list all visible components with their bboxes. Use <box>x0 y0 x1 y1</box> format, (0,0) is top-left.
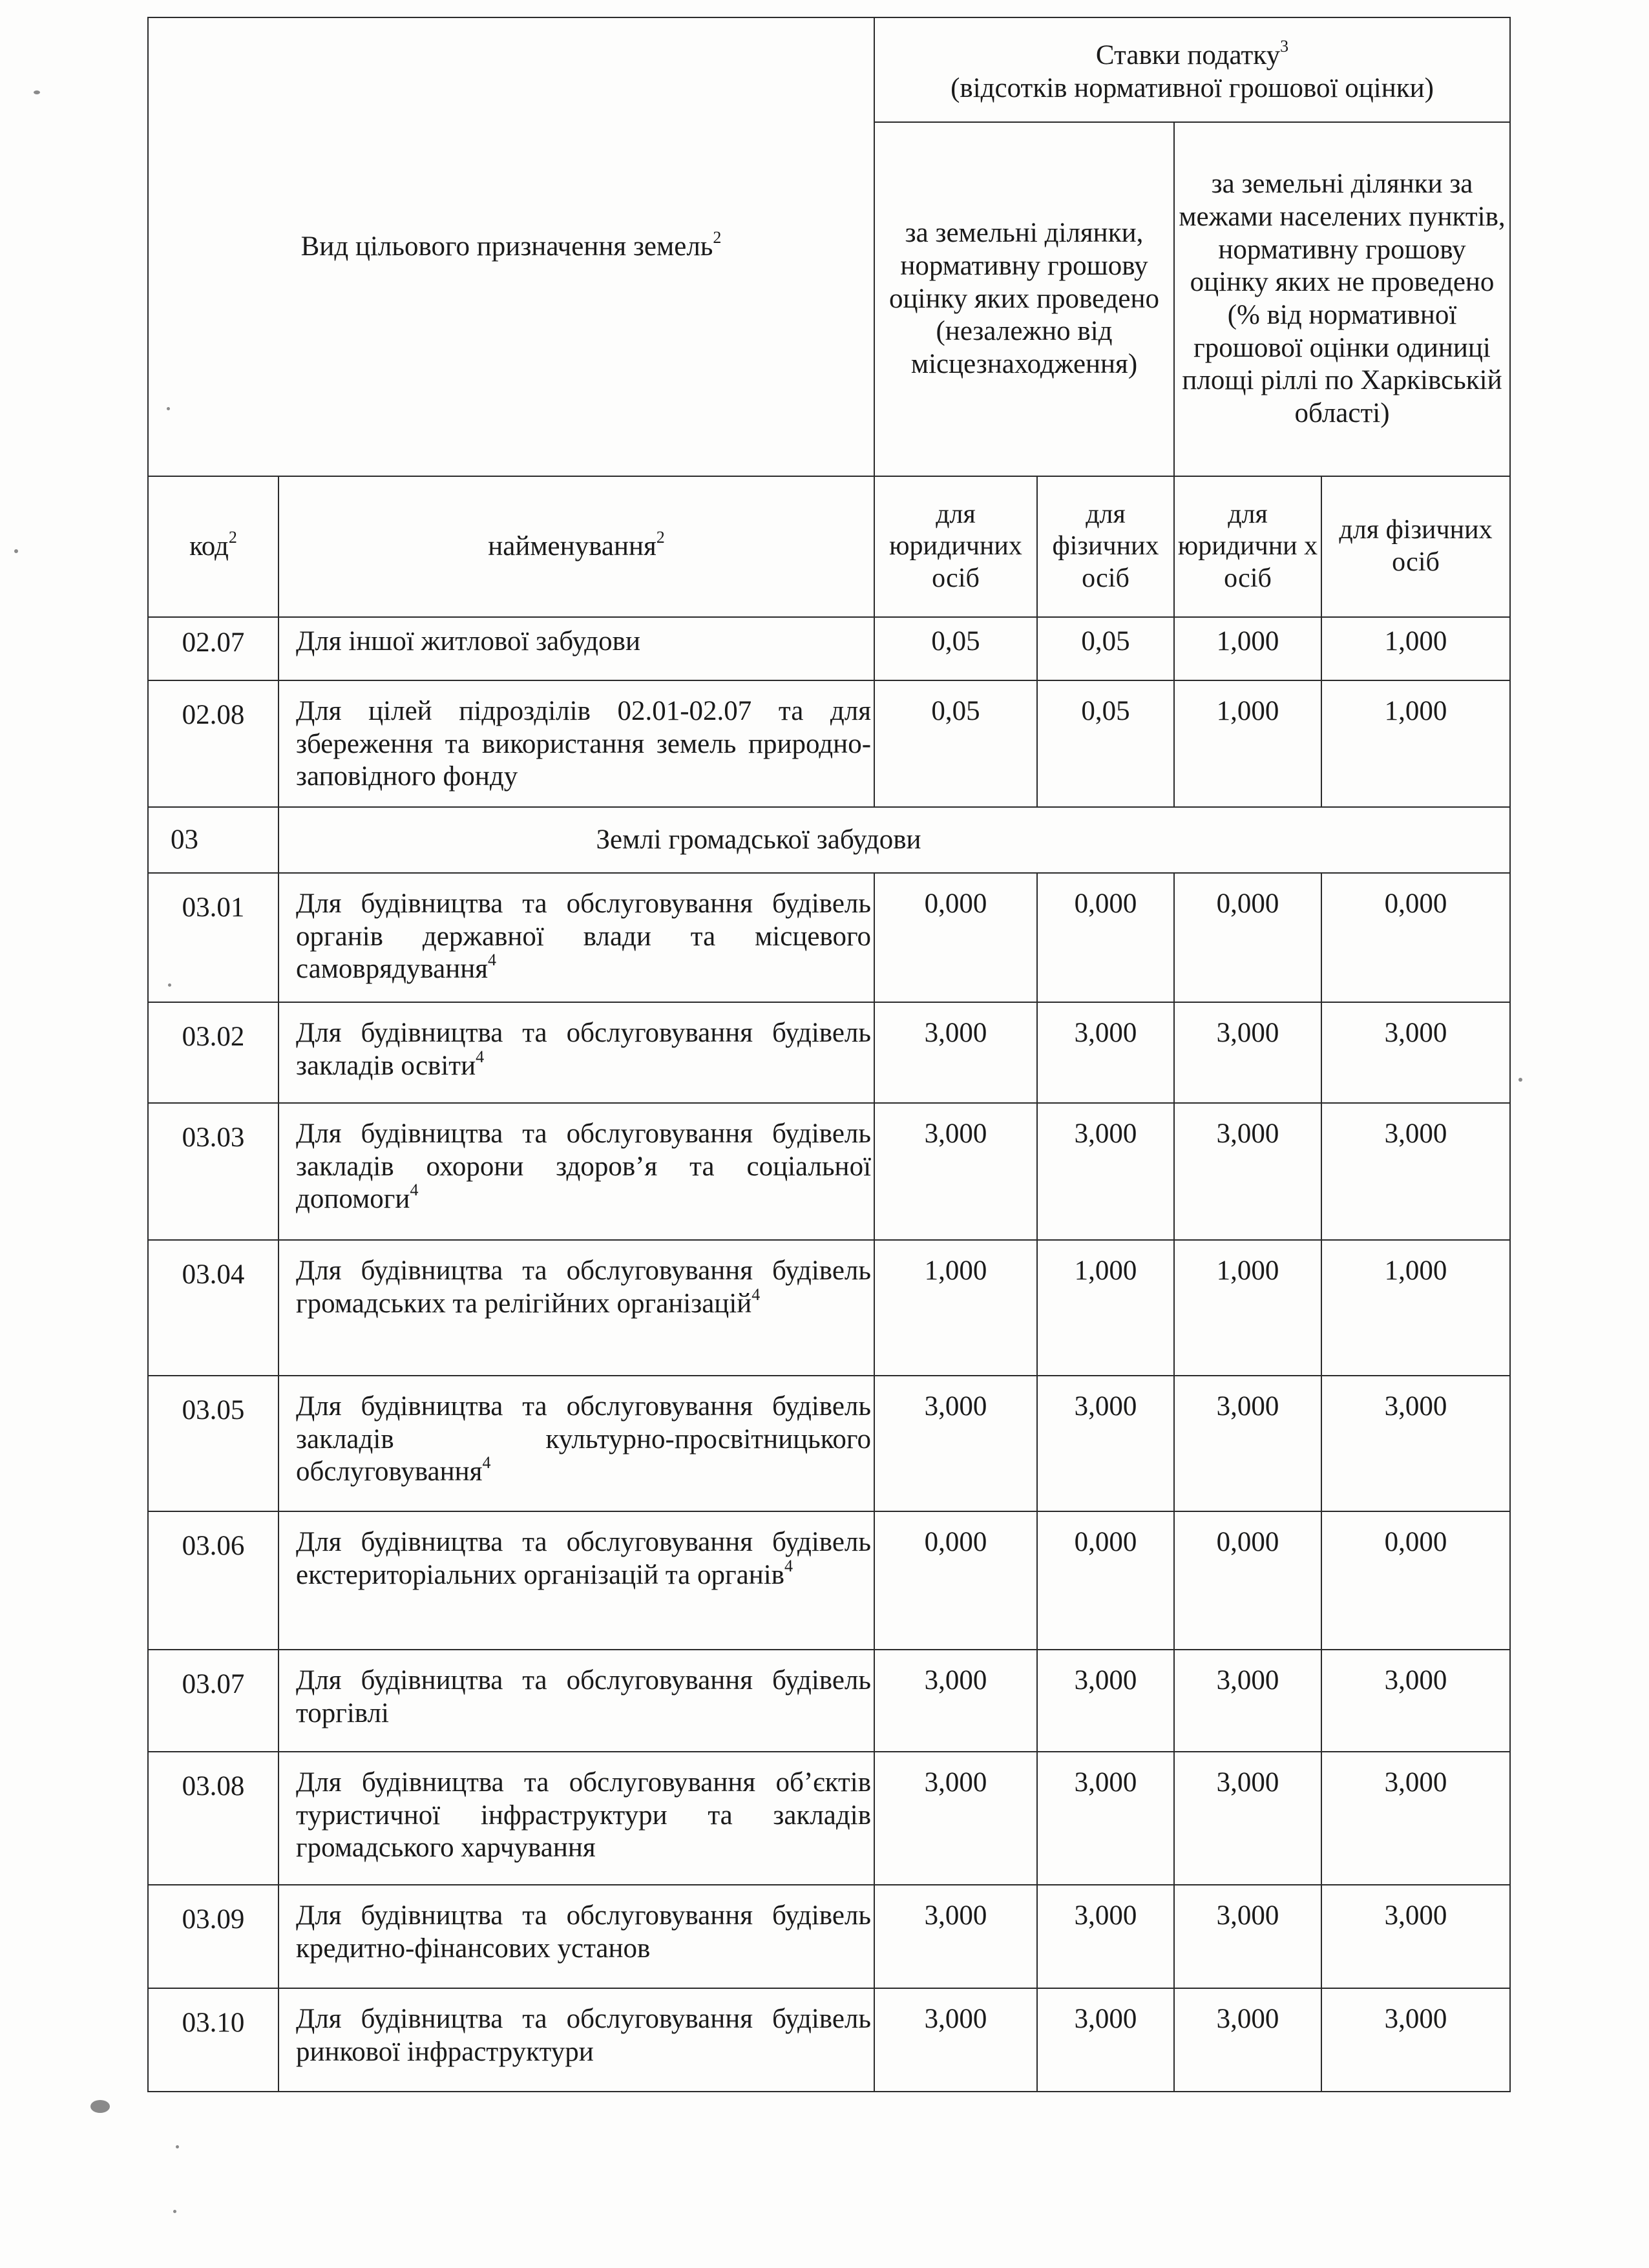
row-name: Для будівництва та обслуговування будівель органів державної влади та місцевого самоврядування$^4$ <box>278 873 874 1002</box>
row-code: 03.10 <box>148 1988 278 2092</box>
rate-legal-not-assessed: 1,000 <box>1174 1240 1321 1376</box>
rate-legal-assessed: 3,000 <box>874 1103 1037 1240</box>
rate-legal-not-assessed: 3,000 <box>1174 1002 1321 1103</box>
row-name: Для будівництва та обслуговування будівель торгівлі <box>278 1650 874 1752</box>
footnote-mark: 2 <box>228 527 237 547</box>
rate-legal-assessed: 3,000 <box>874 1376 1037 1511</box>
rate-individual-not-assessed: 3,000 <box>1321 1885 1510 1988</box>
table-row <box>148 1511 1510 1650</box>
scan-speck <box>90 2100 110 2113</box>
rate-legal-assessed: 0,05 <box>874 680 1037 807</box>
row-code: 03.02 <box>148 1002 278 1103</box>
row-code: 03.08 <box>148 1752 278 1885</box>
rate-individual-assessed: 3,000 <box>1037 1752 1174 1885</box>
rate-individual-assessed: 3,000 <box>1037 1002 1174 1103</box>
land-purpose-header-cell <box>148 17 874 476</box>
table-row <box>148 1002 1510 1103</box>
rate-individual-assessed: 3,000 <box>1037 1103 1174 1240</box>
footnote-mark: 2 <box>656 527 665 547</box>
table-row <box>148 1650 1510 1752</box>
footnote-mark: 3 <box>1280 37 1289 56</box>
not-assessed-land-header: за земельні ділянки за межами населених пунктів, нормативну грошову оцінку яких не проведено (% від нормативної грошової оцінки одиниці площі ріллі по Харківській області) <box>1174 122 1510 476</box>
tax-rates-title: Ставки податку <box>1095 40 1281 71</box>
table-row <box>148 1752 1510 1885</box>
name-header-cell <box>278 476 874 617</box>
rate-legal-assessed: 3,000 <box>874 1002 1037 1103</box>
land-purpose-header: Вид цільового призначення земель <box>300 231 713 262</box>
row-name: Для будівництва та обслуговування будівель екстериторіальних організацій та органів$^4$ <box>278 1511 874 1650</box>
rate-legal-assessed: 3,000 <box>874 1650 1037 1752</box>
row-code: 03.06 <box>148 1511 278 1650</box>
rate-individual-not-assessed: 1,000 <box>1321 1240 1510 1376</box>
tax-rates-subtitle: (відсотків нормативної грошової оцінки) <box>951 73 1434 103</box>
rate-individual-not-assessed: 3,000 <box>1321 1376 1510 1511</box>
rate-individual-not-assessed: 3,000 <box>1321 1988 1510 2092</box>
row-name: Для будівництва та обслуговування будівель громадських та релігійних організацій$^4$ <box>278 1240 874 1376</box>
table-row <box>148 1376 1510 1511</box>
row-code: 03.04 <box>148 1240 278 1376</box>
individuals-header-2: для фізичних осіб <box>1321 476 1510 617</box>
row-code: 03.01 <box>148 873 278 1002</box>
rate-individual-not-assessed: 3,000 <box>1321 1002 1510 1103</box>
table-row <box>148 1240 1510 1376</box>
table-row <box>148 873 1510 1002</box>
row-code: 03.09 <box>148 1885 278 1988</box>
rate-individual-assessed: 3,000 <box>1037 1885 1174 1988</box>
table-row <box>148 1885 1510 1988</box>
row-name: Для будівництва та обслуговування будівель закладів освіти$^4$ <box>278 1002 874 1103</box>
rate-legal-not-assessed: 0,000 <box>1174 1511 1321 1650</box>
rate-legal-not-assessed: 3,000 <box>1174 1885 1321 1988</box>
rate-legal-not-assessed: 1,000 <box>1174 617 1321 680</box>
row-name: Для будівництва та обслуговування будівель ринкової інфраструктури <box>278 1988 874 2092</box>
section-title: Землі громадської забудови <box>278 807 1510 873</box>
rate-legal-assessed: 3,000 <box>874 1885 1037 1988</box>
rate-legal-assessed: 3,000 <box>874 1988 1037 2092</box>
rate-individual-not-assessed: 0,000 <box>1321 1511 1510 1650</box>
rate-legal-not-assessed: 1,000 <box>1174 680 1321 807</box>
rate-individual-assessed: 3,000 <box>1037 1650 1174 1752</box>
rate-individual-assessed: 0,000 <box>1037 873 1174 1002</box>
rate-individual-assessed: 3,000 <box>1037 1988 1174 2092</box>
scan-speck <box>14 549 18 553</box>
code-header-cell <box>148 476 278 617</box>
rate-legal-not-assessed: 0,000 <box>1174 873 1321 1002</box>
header-row-1 <box>148 17 1510 122</box>
row-name: Для будівництва та обслуговування будівель закладів культурно-просвітницького обслуговування$^4$ <box>278 1376 874 1511</box>
rate-individual-assessed: 0,05 <box>1037 680 1174 807</box>
row-code: 03.05 <box>148 1376 278 1511</box>
scan-speck <box>176 2145 179 2148</box>
rate-legal-assessed: 0,000 <box>874 1511 1037 1650</box>
tax-rates-header-cell <box>874 17 1510 122</box>
rate-legal-assessed: 0,000 <box>874 873 1037 1002</box>
table-row <box>148 1988 1510 2092</box>
rate-legal-assessed: 1,000 <box>874 1240 1037 1376</box>
rate-legal-not-assessed: 3,000 <box>1174 1650 1321 1752</box>
rate-individual-not-assessed: 1,000 <box>1321 680 1510 807</box>
assessed-land-header: за земельні ділянки, нормативну грошову оцінку яких проведено (незалежно від місцезнаходження) <box>874 122 1174 476</box>
rate-individual-not-assessed: 3,000 <box>1321 1103 1510 1240</box>
legal-entities-header-2: для юридични х осіб <box>1174 476 1321 617</box>
rate-legal-assessed: 3,000 <box>874 1752 1037 1885</box>
individuals-header-1: для фізичних осіб <box>1037 476 1174 617</box>
row-code: 02.07 <box>148 617 278 680</box>
row-name: Для будівництва та обслуговування будівель закладів охорони здоров’я та соціальної допомоги$^4$ <box>278 1103 874 1240</box>
table-row <box>148 617 1510 680</box>
row-code: 03.07 <box>148 1650 278 1752</box>
name-header: найменування <box>488 530 656 562</box>
legal-entities-header-1: для юридичних осіб <box>874 476 1037 617</box>
row-name: Для будівництва та обслуговування будівель кредитно-фінансових установ <box>278 1885 874 1988</box>
rate-legal-not-assessed: 3,000 <box>1174 1103 1321 1240</box>
rate-legal-not-assessed: 3,000 <box>1174 1752 1321 1885</box>
footnote-mark: 2 <box>713 227 722 247</box>
table-row <box>148 680 1510 807</box>
section-row <box>148 807 1510 873</box>
rate-individual-assessed: 1,000 <box>1037 1240 1174 1376</box>
rate-individual-not-assessed: 3,000 <box>1321 1752 1510 1885</box>
scan-speck <box>1518 1078 1522 1082</box>
rate-individual-not-assessed: 0,000 <box>1321 873 1510 1002</box>
row-name: Для іншої житлової забудови <box>278 617 874 680</box>
rate-individual-not-assessed: 3,000 <box>1321 1650 1510 1752</box>
row-name: Для цілей підрозділів 02.01-02.07 та для збереження та використання земель природно-заповідного фонду <box>278 680 874 807</box>
row-code: 03.03 <box>148 1103 278 1240</box>
scan-speck <box>34 90 40 94</box>
code-header: код <box>189 530 229 562</box>
rate-individual-not-assessed: 1,000 <box>1321 617 1510 680</box>
rate-legal-not-assessed: 3,000 <box>1174 1376 1321 1511</box>
land-tax-rates-table <box>147 17 1511 2092</box>
rate-legal-assessed: 0,05 <box>874 617 1037 680</box>
rate-individual-assessed: 0,000 <box>1037 1511 1174 1650</box>
row-code: 02.08 <box>148 680 278 807</box>
row-name: Для будівництва та обслуговування об’єктів туристичної інфраструктури та закладів громадського харчування <box>278 1752 874 1885</box>
header-row-3 <box>148 476 1510 617</box>
table-row <box>148 1103 1510 1240</box>
rate-individual-assessed: 0,05 <box>1037 617 1174 680</box>
scan-speck <box>173 2210 176 2213</box>
rate-legal-not-assessed: 3,000 <box>1174 1988 1321 2092</box>
section-code: 03 <box>148 807 278 873</box>
rate-individual-assessed: 3,000 <box>1037 1376 1174 1511</box>
